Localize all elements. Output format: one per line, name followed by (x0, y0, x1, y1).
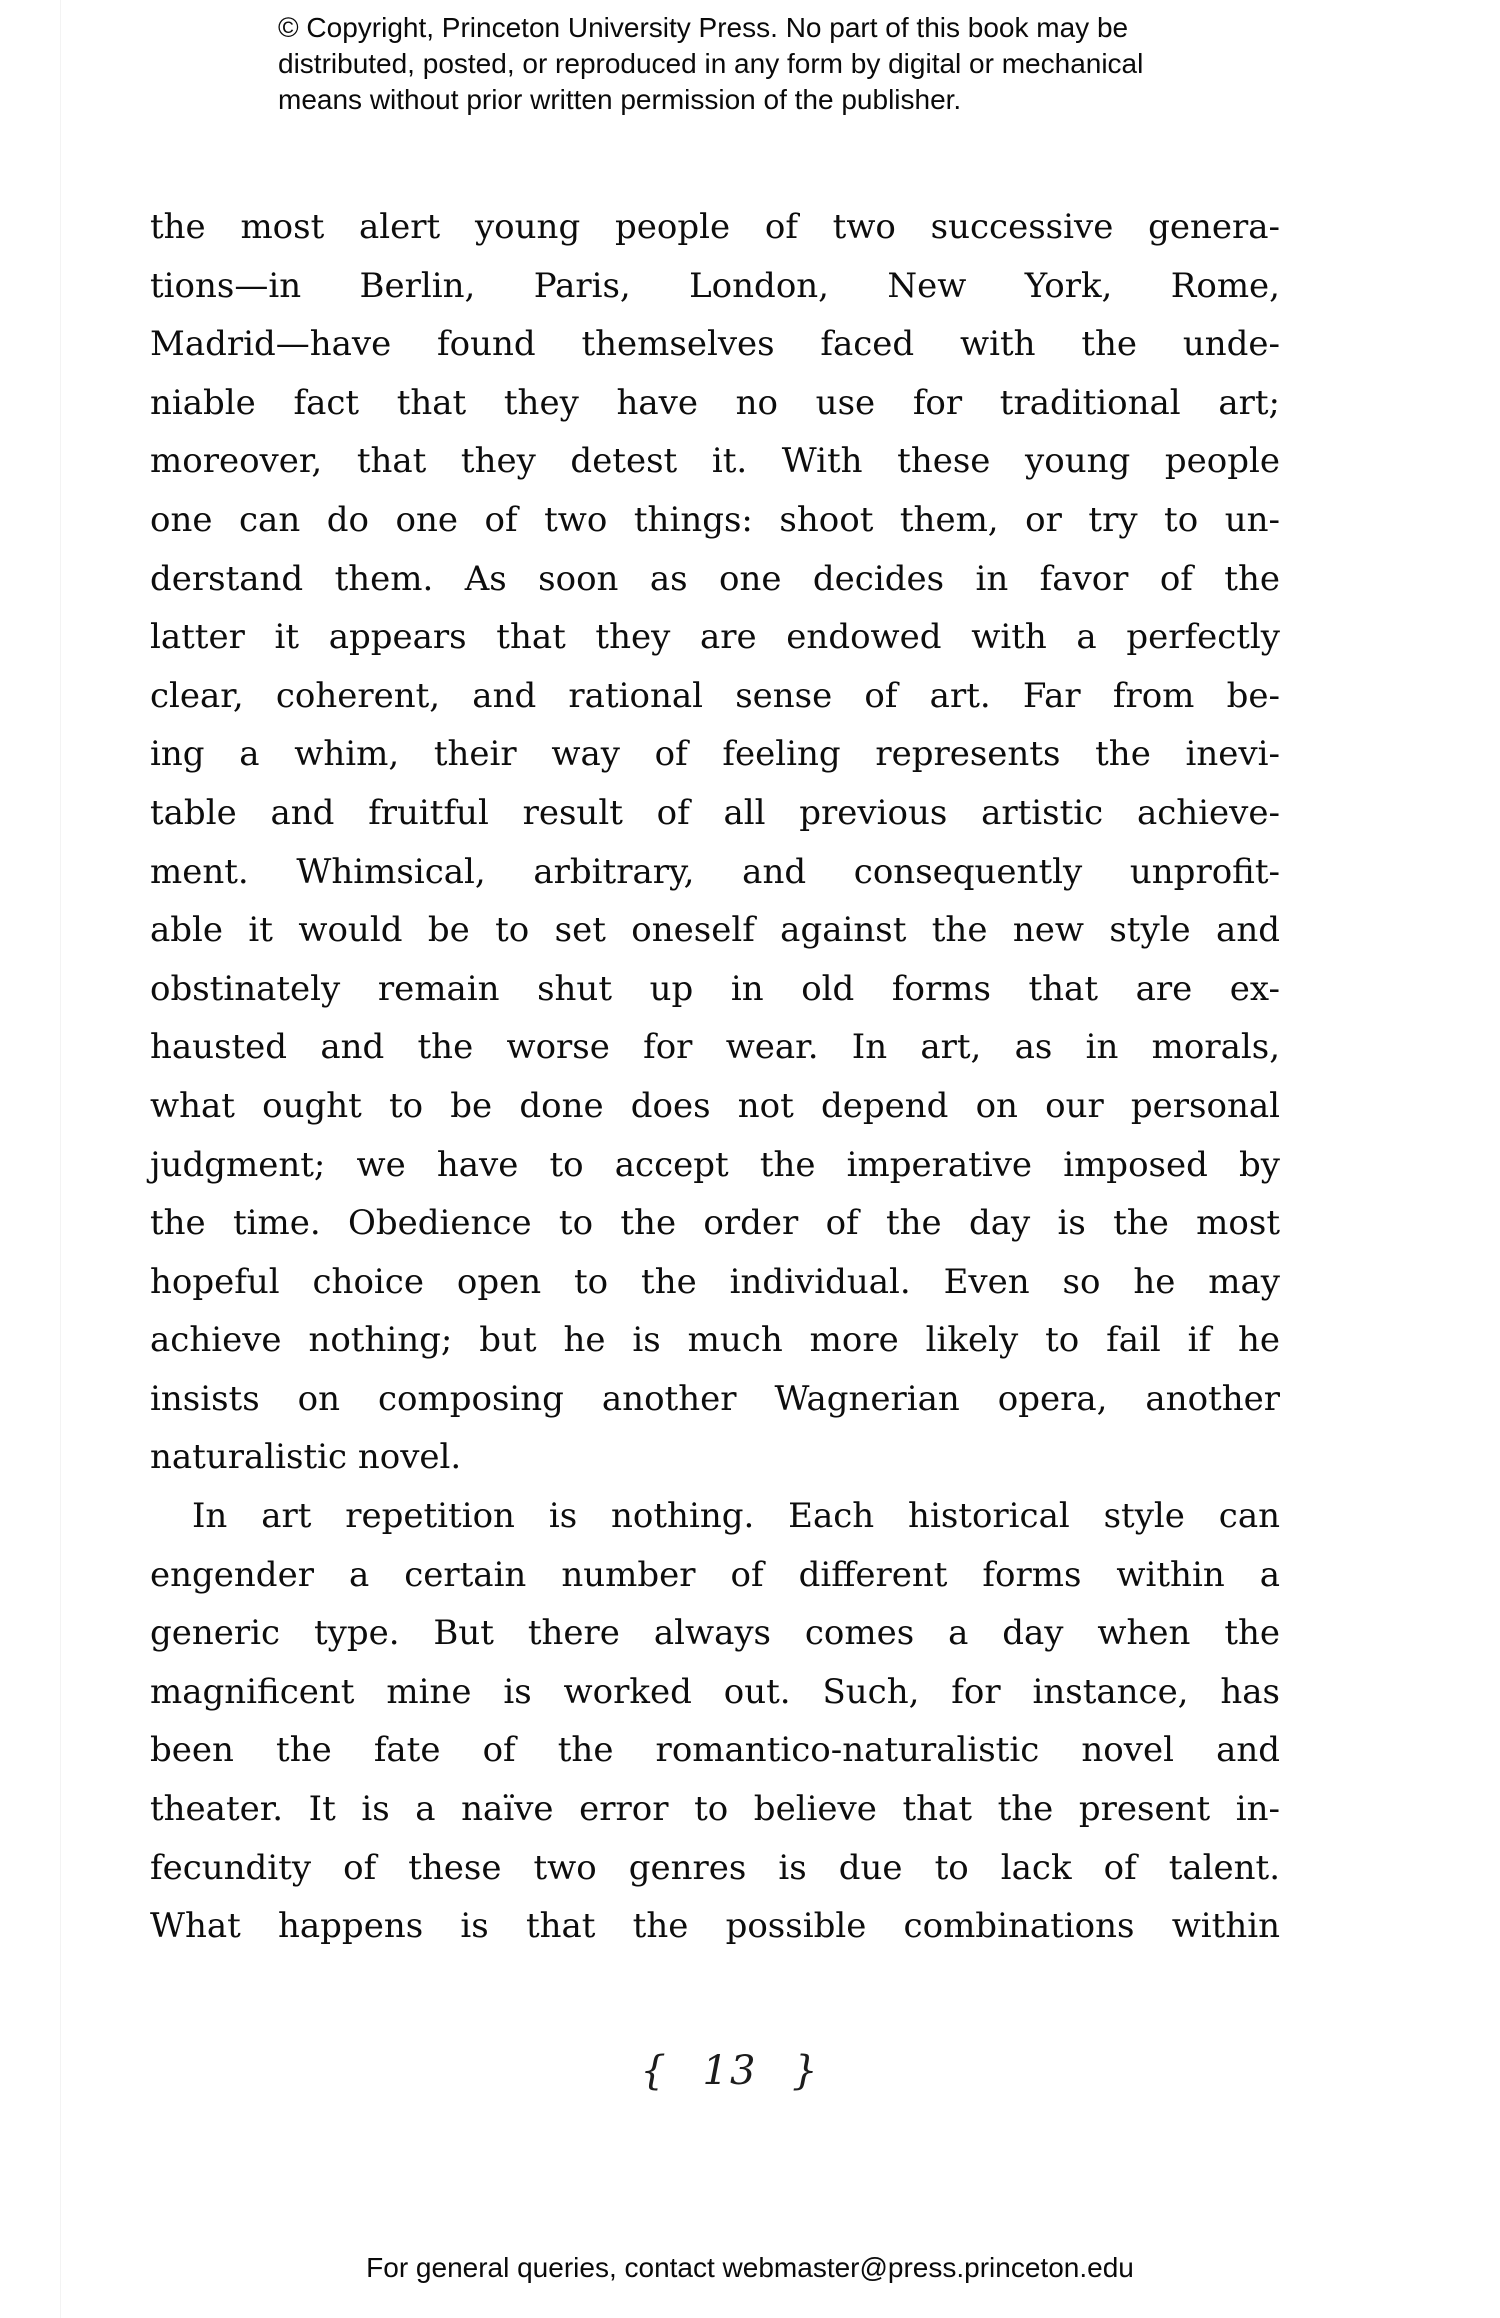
body-line: Madrid—have found themselves faced with the unde- (150, 324, 1280, 365)
body-line: tions—in Berlin, Paris, London, New York, Rome, (150, 265, 1280, 306)
body-line: able it would be to set oneself against the new style and (150, 910, 1280, 951)
body-line: magnificent mine is worked out. Such, for instance, has (150, 1671, 1280, 1712)
body-line: niable fact that they have no use for traditional art; (150, 382, 1280, 423)
body-text (150, 198, 1280, 1956)
body-line: naturalistic novel. (150, 1437, 462, 1478)
scan-edge-artifact (60, 0, 61, 2318)
body-line: ment. Whimsical, arbitrary, and consequently unprofit- (150, 851, 1280, 892)
body-line: moreover, that they detest it. With these young people (150, 441, 1280, 482)
body-line: What happens is that the possible combinations within (150, 1906, 1280, 1947)
page-number: { 13 } (640, 2048, 820, 2094)
body-line: In art repetition is nothing. Each historical style can (192, 1496, 1280, 1537)
body-line: engender a certain number of different forms within a (150, 1554, 1280, 1595)
body-line: one can do one of two things: shoot them, or try to un- (150, 499, 1280, 540)
body-line: insists on composing another Wagnerian opera, another (150, 1378, 1280, 1419)
copyright-line: means without prior written permission of the publisher. (278, 84, 962, 115)
body-line: ing a whim, their way of feeling represents the inevi- (150, 734, 1280, 775)
body-line: clear, coherent, and rational sense of art. Far from be- (150, 675, 1280, 716)
body-line: derstand them. As soon as one decides in favor of the (150, 558, 1280, 599)
body-line: generic type. But there always comes a day when the (150, 1613, 1280, 1654)
body-line: table and fruitful result of all previous artistic achieve- (150, 792, 1280, 833)
body-line: theater. It is a naïve error to believe that the present in- (150, 1789, 1280, 1830)
body-line: what ought to be done does not depend on our personal (150, 1085, 1280, 1126)
body-line: fecundity of these two genres is due to lack of talent. (150, 1847, 1280, 1888)
body-line: the time. Obedience to the order of the day is the most (150, 1203, 1280, 1244)
copyright-notice (278, 10, 1143, 118)
copyright-line: distributed, posted, or reproduced in any form by digital or mechanical (278, 48, 1144, 79)
body-line: achieve nothing; but he is much more likely to fail if he (150, 1320, 1280, 1361)
body-line: hausted and the worse for wear. In art, as in morals, (150, 1027, 1280, 1068)
body-line: judgment; we have to accept the imperative imposed by (150, 1144, 1280, 1185)
body-line: obstinately remain shut up in old forms that are ex- (150, 968, 1280, 1009)
copyright-line: © Copyright, Princeton University Press. No part of this book may be (278, 12, 1129, 43)
body-line: latter it appears that they are endowed with a perfectly (150, 617, 1280, 658)
body-line: the most alert young people of two successive genera- (150, 207, 1280, 247)
body-line: been the fate of the romantico-naturalistic novel and (150, 1730, 1280, 1771)
body-line: hopeful choice open to the individual. Even so he may (150, 1261, 1280, 1302)
footer-contact-line: For general queries, contact webmaster@press.princeton.edu (366, 2252, 1134, 2283)
